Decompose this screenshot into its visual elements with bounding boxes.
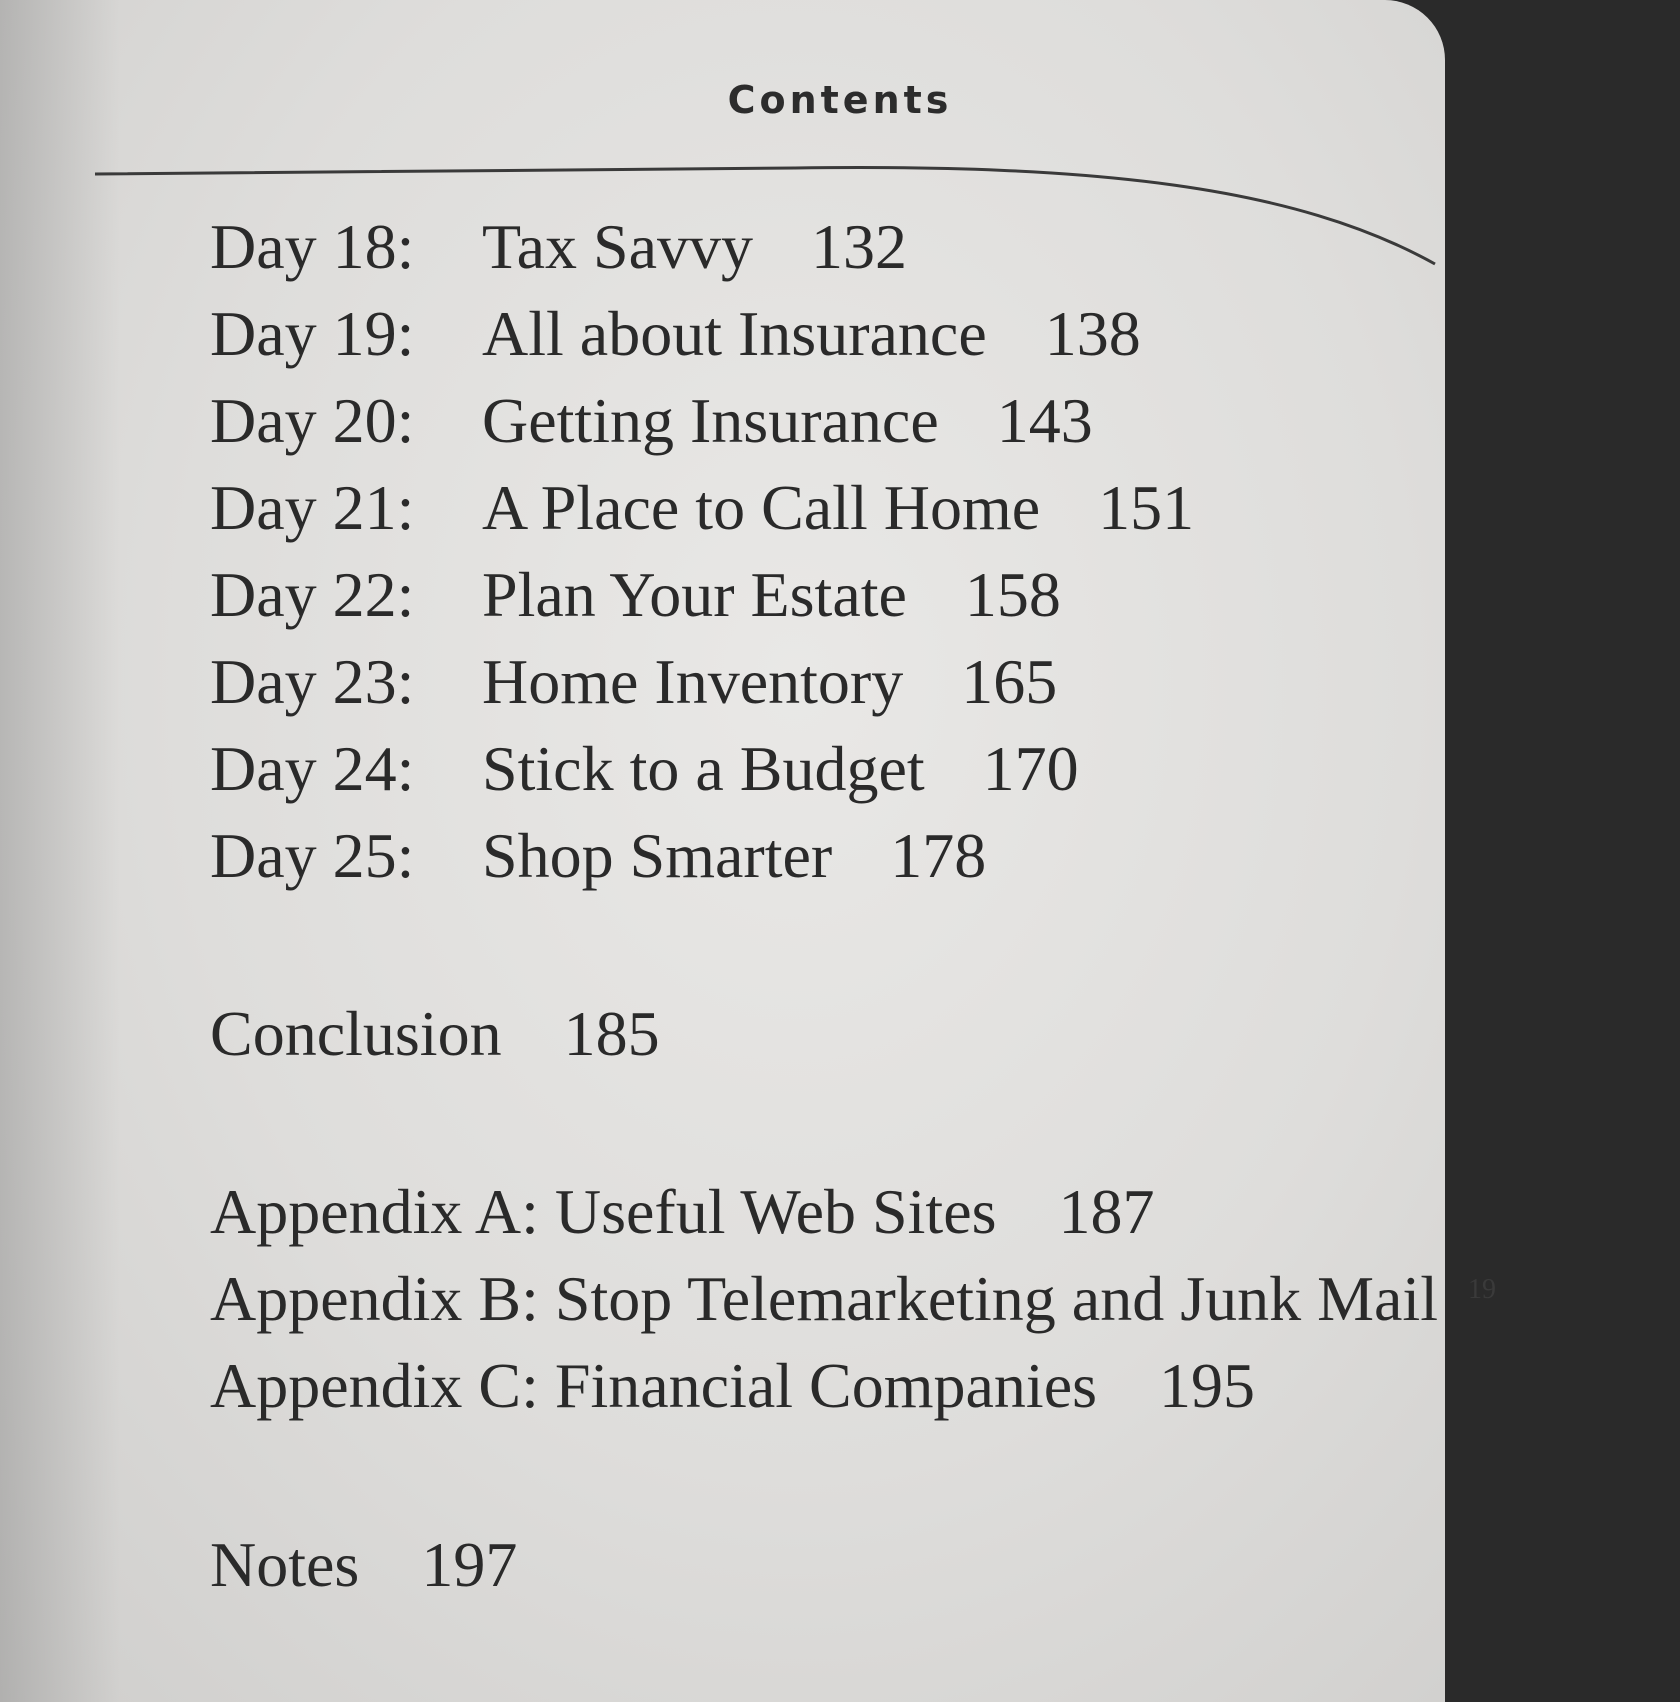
toc-entry-day-20[interactable] [210,385,1093,456]
chapter-title: All about Insurance [482,298,987,369]
section-title: Appendix C: Financial Companies [210,1350,1097,1421]
day-label: Day 20: [210,385,415,456]
page-number: 143 [996,385,1093,456]
page-number: 187 [1058,1176,1155,1247]
toc-entry-day-25[interactable] [210,820,987,891]
day-label: Day 18: [210,211,415,282]
page-header-title: Contents [727,78,953,122]
day-label: Day 23: [210,646,415,717]
day-label: Day 24: [210,733,415,804]
section-title: Conclusion [210,998,502,1069]
toc-entry-appendix-c[interactable] [210,1350,1255,1421]
page-number: 158 [964,559,1061,630]
page-number: 170 [982,733,1079,804]
page-number: 138 [1044,298,1141,369]
chapter-title: Plan Your Estate [482,559,907,630]
page-number: 195 [1159,1350,1255,1421]
day-label: Day 19: [210,298,415,369]
toc-entry-day-22[interactable] [210,559,1061,630]
page-number: 132 [811,211,908,282]
section-title: Appendix A: Useful Web Sites [210,1176,997,1247]
toc-entry-day-23[interactable] [210,646,1058,717]
toc-entry-day-19[interactable] [210,298,1141,369]
day-label: Day 22: [210,559,415,630]
toc-entry-day-24[interactable] [210,733,1079,804]
page-number: 19 [1467,1274,1496,1305]
chapter-title: Home Inventory [482,646,904,717]
chapter-title: Stick to a Budget [482,733,925,804]
toc-entry-notes[interactable] [210,1529,518,1600]
chapter-title: Getting Insurance [482,385,939,456]
toc-entry-conclusion[interactable] [210,998,660,1069]
page-number: 151 [1098,472,1195,543]
section-title: Appendix B: Stop Telemarketing and Junk Mail [210,1263,1438,1334]
day-label: Day 25: [210,820,415,891]
toc-entry-appendix-b[interactable] [210,1263,1496,1334]
page-number: 185 [563,998,660,1069]
toc-entry-day-18[interactable] [210,211,908,282]
toc-entry-appendix-a[interactable] [210,1176,1155,1247]
chapter-title: A Place to Call Home [482,472,1041,543]
chapter-title: Shop Smarter [482,820,833,891]
day-label: Day 21: [210,472,415,543]
section-title: Notes [210,1529,360,1600]
toc-entry-day-21[interactable] [210,472,1195,543]
page-number: 197 [421,1529,518,1600]
chapter-title: Tax Savvy [482,211,754,282]
page-number: 178 [890,820,987,891]
page-number: 165 [961,646,1058,717]
